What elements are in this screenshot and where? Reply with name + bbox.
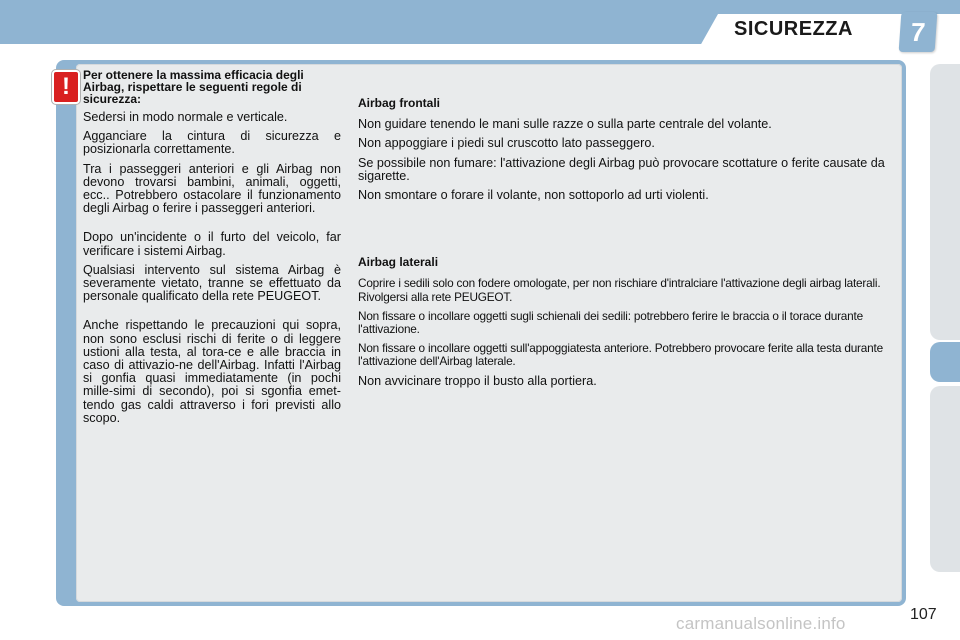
chapter-number-badge: 7 bbox=[899, 12, 938, 52]
paragraph: Non guidare tenendo le mani sulle razze o sulla parte centrale del volante. bbox=[358, 117, 772, 132]
right-column bbox=[358, 97, 898, 394]
paragraph: Non appoggiare i piedi sul cruscotto lato passeggero. bbox=[358, 136, 655, 151]
paragraph: Tra i passeggeri anteriori e gli Airbag non devono trovarsi bambini, animali, oggetti, ecc.. Potrebbero ostacolare il funzionamento degli Airbag o ferire i passeggeri anteriori. bbox=[83, 161, 341, 216]
paragraph: Agganciare la cintura di sicurezza e posizionarla correttamente. bbox=[83, 129, 341, 157]
section-title: SICUREZZA bbox=[734, 18, 853, 40]
paragraph: Sedersi in modo normale e verticale. bbox=[83, 110, 288, 124]
warning-icon: ! bbox=[52, 70, 80, 104]
paragraph: Se possibile non fumare: l'attivazione degli Airbag può provocare scottature o ferite causate da sigarette. bbox=[358, 155, 885, 183]
safety-rules-heading: Per ottenere la massima efficacia degli Airbag, rispettare le seguenti regole di sicurezza: bbox=[83, 68, 304, 106]
left-column bbox=[83, 69, 341, 431]
paragraph: Non fissare o incollare oggetti sugli schienali dei sedili: potrebbero ferire le braccia o il torace durante l'attivazione. bbox=[358, 308, 863, 337]
paragraph: Qualsiasi intervento sul sistema Airbag è severamente vietato, tranne se effettuato da personale qualificato della rete PEUGEOT. bbox=[83, 262, 341, 304]
paragraph: Anche rispettando le precauzioni qui sopra, non sono esclusi rischi di ferite o di leggere ustioni alla testa, al tora-ce e alle braccia in caso di attivazio-ne dell'Airbag. Infatti l'Airbag si gonfia quasi immediatamente (in pochi mille-simi di secondo), poi si sgonfia emet-tendo gas caldi attraverso i fori previsti allo scopo. bbox=[83, 318, 341, 425]
paragraph: Non avvicinare troppo il busto alla portiera. bbox=[358, 373, 597, 388]
watermark: carmanualsonline.info bbox=[676, 614, 846, 633]
chapter-tab bbox=[930, 386, 960, 572]
frontal-airbag-heading: Airbag frontali bbox=[358, 96, 441, 110]
lateral-airbag-heading: Airbag laterali bbox=[358, 255, 439, 270]
paragraph: Non fissare o incollare oggetti sull'appoggiatesta anteriore. Potrebbero provocare ferite alla testa durante l'attivazione dell'Airbag laterale. bbox=[358, 341, 883, 369]
page-number: 107 bbox=[910, 606, 937, 623]
paragraph: Dopo un'incidente o il furto del veicolo, far verificare i sistemi Airbag. bbox=[83, 230, 341, 258]
chapter-tab-active bbox=[930, 342, 960, 382]
chapter-tab bbox=[930, 64, 960, 340]
paragraph: Non smontare o forare il volante, non sottoporlo ad urti violenti. bbox=[358, 188, 709, 203]
paragraph: Coprire i sedili solo con fodere omologate, per non rischiare d'intralciare l'attivazione degli airbag laterali. Rivolgersi alla rete PEUGEOT. bbox=[358, 276, 881, 304]
